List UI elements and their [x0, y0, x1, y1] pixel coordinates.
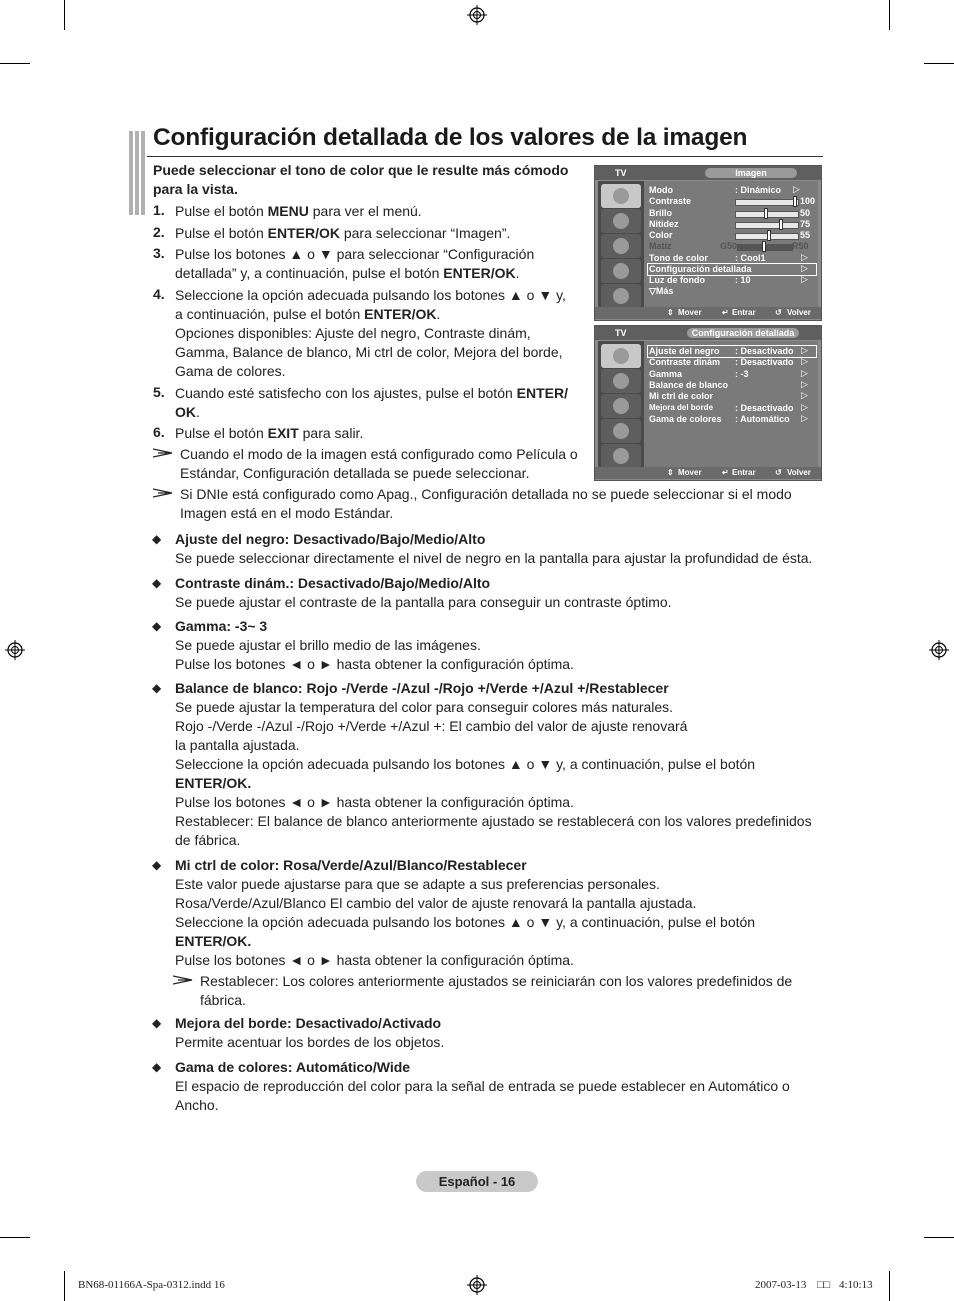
intro-line-2: para la vista. — [153, 181, 238, 197]
slug-date: 2007-03-13 — [755, 1279, 807, 1291]
color-slider-knob[interactable] — [767, 230, 771, 241]
registration-mark-icon — [5, 640, 25, 660]
section-heading: Gamma: -3~ 3 — [175, 618, 268, 634]
step-4-line-5: Gama de colores. — [175, 363, 286, 379]
menu-row-label[interactable]: Mejora del borde — [649, 403, 714, 412]
note-arrow-icon — [153, 448, 173, 458]
step-number: 1. — [153, 202, 165, 218]
step-2-text: Pulse el botón ENTER/OK para seleccionar “Imagen”. — [175, 225, 511, 241]
tv-menu-configuracion-detallada — [594, 325, 822, 481]
menu-row-label[interactable]: Balance de blanco — [649, 380, 729, 390]
right-triangle-icon: ▷ — [801, 368, 808, 378]
menu-row-label[interactable]: Ajuste del negro — [649, 346, 720, 356]
step-3-line-2: detallada” y, a continuación, pulse el botón ENTER/OK. — [175, 265, 520, 281]
section-line: Permite acentuar los bordes de los objetos. — [175, 1034, 445, 1050]
move-label: Mover — [678, 308, 702, 317]
crop-mark — [924, 63, 954, 64]
crop-mark — [889, 0, 890, 30]
step-number: 3. — [153, 245, 165, 261]
menu-row-value: : Desactivado — [735, 403, 794, 413]
menu-row-label: Matiz — [649, 241, 672, 251]
registration-mark-icon — [467, 5, 487, 25]
registration-mark-icon — [929, 640, 949, 660]
menu-footer — [595, 307, 821, 319]
sound-icon[interactable] — [601, 369, 641, 393]
diamond-bullet-icon: ◆ — [152, 1060, 162, 1074]
crop-mark — [0, 1237, 30, 1238]
right-triangle-icon: ▷ — [793, 184, 800, 194]
right-triangle-icon: ▷ — [801, 413, 808, 423]
picture-icon[interactable] — [601, 184, 641, 208]
matiz-r-value: R50 — [792, 241, 809, 251]
slug-filename: BN68-01166A-Spa-0312.indd 16 — [78, 1279, 225, 1291]
section-line: Se puede ajustar el brillo medio de las imágenes. — [175, 637, 481, 653]
back-label: Volver — [787, 308, 811, 317]
menu-row-label[interactable]: Luz de fondo — [649, 275, 705, 285]
section-line: El espacio de reproducción del color para la señal de entrada se puede establecer en Automático o — [175, 1078, 790, 1094]
crop-mark — [64, 0, 65, 30]
menu-tab: Imagen — [705, 168, 797, 178]
right-triangle-icon: ▷ — [801, 345, 808, 355]
menu-row-value: : Cool1 — [735, 253, 766, 263]
section-line: de fábrica. — [175, 832, 241, 848]
menu-tv-label: TV — [615, 168, 627, 178]
section-note-line-1: Restablecer: Los colores anteriormente ajustados se reiniciarán con los valores predefinidos de — [200, 973, 793, 989]
section-line: ENTER/OK. — [175, 775, 252, 791]
right-triangle-icon: ▷ — [801, 356, 808, 366]
move-icon: ⇕ — [667, 308, 674, 317]
step-6-text: Pulse el botón EXIT para salir. — [175, 425, 364, 441]
note-2-line-2: Imagen está en el modo Estándar. — [180, 505, 394, 521]
crop-mark — [924, 1237, 954, 1238]
intro-line-1: Puede seleccionar el tono de color que le resulte más cómodo — [153, 162, 569, 178]
menu-row-value: : Automático — [735, 414, 790, 424]
picture-icon[interactable] — [601, 344, 641, 368]
menu-row-value: : Dinámico — [735, 185, 782, 195]
menu-row-value: : Desactivado — [735, 357, 794, 367]
section-heading: Mi ctrl de color: Rosa/Verde/Azul/Blanco/Restablecer — [175, 857, 527, 873]
menu-row-label[interactable]: Tono de color — [649, 253, 708, 263]
section-heading: Gama de colores: Automático/Wide — [175, 1059, 411, 1075]
menu-row-value: 55 — [800, 230, 811, 240]
move-label: Mover — [678, 468, 702, 477]
section-note-line-2: fábrica. — [200, 992, 246, 1008]
menu-row-label[interactable]: Modo — [649, 185, 673, 195]
title-rule — [147, 156, 823, 157]
menu-row-label[interactable]: Contraste — [649, 196, 692, 206]
diamond-bullet-icon: ◆ — [152, 532, 162, 546]
section-line: Se puede ajustar la temperatura del color para conseguir colores más naturales. — [175, 699, 674, 715]
menu-row-value: 100 — [800, 196, 816, 206]
step-4-line-2: a continuación, pulse el botón ENTER/OK. — [175, 306, 441, 322]
section-line: Restablecer: El balance de blanco anteriormente ajustado se restablecerá con los valores predefinidos — [175, 813, 812, 829]
nitidez-slider-knob[interactable] — [779, 219, 783, 230]
diamond-bullet-icon: ◆ — [152, 576, 162, 590]
step-number: 5. — [153, 384, 165, 400]
menu-footer — [595, 467, 821, 479]
right-triangle-icon: ▷ — [801, 402, 808, 412]
section-heading: Mejora del borde: Desactivado/Activado — [175, 1015, 442, 1031]
right-triangle-icon: ▷ — [801, 263, 808, 273]
menu-row-label[interactable]: Gamma — [649, 369, 683, 379]
menu-row-value: 50 — [800, 208, 811, 218]
step-number: 6. — [153, 424, 165, 440]
section-line: la pantalla ajustada. — [175, 737, 300, 753]
back-icon: ↺ — [775, 468, 782, 477]
section-heading: Balance de blanco: Rojo -/Verde -/Azul -/Rojo +/Verde +/Azul +/Restablecer — [175, 680, 669, 696]
diamond-bullet-icon: ◆ — [152, 858, 162, 872]
menu-row-value: : Desactivado — [735, 346, 794, 356]
channel-icon[interactable] — [601, 234, 641, 258]
note-arrow-icon — [153, 488, 173, 498]
right-triangle-icon: ▷ — [801, 252, 808, 262]
setup-icon[interactable] — [601, 259, 641, 283]
brillo-slider-knob[interactable] — [764, 208, 768, 219]
section-line: Se puede ajustar el contraste de la pantalla para conseguir un contraste óptimo. — [175, 594, 672, 610]
enter-icon: ↵ — [722, 468, 729, 477]
menu-row-value: : -3 — [735, 369, 749, 379]
note-2-line-1: Si DNIe está configurado como Apag., Configuración detallada no se puede seleccionar si el modo — [180, 486, 792, 502]
menu-row-value: : 10 — [735, 275, 751, 285]
diamond-bullet-icon: ◆ — [152, 1016, 162, 1030]
page-title: Configuración detallada de los valores de la imagen — [153, 124, 748, 151]
menu-icon-column — [598, 181, 644, 307]
section-line: Pulse los botones ◄ o ► hasta obtener la configuración óptima. — [175, 952, 574, 968]
section-line: Rosa/Verde/Azul/Blanco El cambio del valor de ajuste renovará la pantalla ajustada. — [175, 895, 697, 911]
step-4-line-4: Gamma, Balance de blanco, Mi ctrl de color, Mejora del borde, — [175, 344, 563, 360]
right-triangle-icon: ▷ — [801, 390, 808, 400]
right-triangle-icon: ▷ — [801, 379, 808, 389]
crop-mark — [0, 63, 30, 64]
enter-label: Entrar — [732, 308, 756, 317]
section-line: Este valor puede ajustarse para que se adapte a sus preferencias personales. — [175, 876, 660, 892]
matiz-g-value: G50 — [720, 241, 738, 251]
right-triangle-icon: ▷ — [801, 274, 808, 284]
section-line: Ancho. — [175, 1097, 219, 1113]
step-number: 2. — [153, 224, 165, 240]
diamond-bullet-icon: ◆ — [152, 619, 162, 633]
note-1-line-2: Estándar, Configuración detallada se puede seleccionar. — [180, 465, 530, 481]
nitidez-slider[interactable] — [735, 222, 799, 229]
section-line: Seleccione la opción adecuada pulsando los botones ▲ o ▼ y, a continuación, pulse el botón — [175, 756, 756, 772]
enter-icon: ↵ — [722, 308, 729, 317]
channel-icon[interactable] — [601, 394, 641, 418]
menu-icon-column — [598, 341, 644, 467]
setup-icon[interactable] — [601, 419, 641, 443]
section-line: Pulse los botones ◄ o ► hasta obtener la configuración óptima. — [175, 794, 574, 810]
slug-time: 4:10:13 — [839, 1279, 873, 1291]
note-1-line-1: Cuando el modo de la imagen está configurado como Película o — [180, 446, 578, 462]
slug-box: □□ — [817, 1279, 831, 1291]
menu-row-label[interactable]: Color — [649, 230, 673, 240]
enter-label: Entrar — [732, 468, 756, 477]
section-line: Rojo -/Verde -/Azul -/Rojo +/Verde +/Azul +: El cambio del valor de ajuste renovará — [175, 718, 688, 734]
step-1-text: Pulse el botón MENU para ver el menú. — [175, 203, 422, 219]
crop-mark — [64, 1271, 65, 1301]
menu-row-value: 75 — [800, 219, 811, 229]
section-heading: Ajuste del negro: Desactivado/Bajo/Medio/Alto — [175, 531, 486, 547]
menu-tab: Configuración detallada — [687, 328, 799, 338]
section-line: Pulse los botones ◄ o ► hasta obtener la configuración óptima. — [175, 656, 574, 672]
step-4-line-3: Opciones disponibles: Ajuste del negro, Contraste dinám, — [175, 325, 531, 341]
menu-row-label[interactable]: Nitidez — [649, 219, 679, 229]
menu-row-label[interactable]: Gama de colores — [649, 414, 722, 424]
step-3-line-1: Pulse los botones ▲ o ▼ para seleccionar “Configuración — [175, 246, 535, 262]
step-5-line-1: Cuando esté satisfecho con los ajustes, pulse el botón ENTER/ — [175, 385, 569, 401]
move-icon: ⇕ — [667, 468, 674, 477]
input-icon[interactable] — [601, 444, 641, 468]
menu-row-label[interactable]: Contraste dinám — [649, 357, 721, 367]
note-arrow-icon — [173, 975, 193, 985]
section-heading: Contraste dinám.: Desactivado/Bajo/Medio/Alto — [175, 575, 491, 591]
step-number: 4. — [153, 286, 165, 302]
registration-mark-icon — [467, 1275, 487, 1295]
menu-row-label[interactable]: ▽Más — [649, 286, 674, 296]
tv-menu-imagen — [594, 165, 822, 321]
menu-tv-label: TV — [615, 328, 627, 338]
crop-mark — [889, 1271, 890, 1301]
contraste-slider-knob[interactable] — [793, 196, 797, 207]
menu-row-label[interactable]: Mi ctrl de color — [649, 391, 714, 401]
page-number-badge: Español - 16 — [416, 1171, 538, 1192]
diamond-bullet-icon: ◆ — [152, 681, 162, 695]
input-icon[interactable] — [601, 284, 641, 308]
back-icon: ↺ — [775, 308, 782, 317]
section-line: Se puede seleccionar directamente el nivel de negro en la pantalla para ajustar la profundidad de ésta. — [175, 550, 813, 566]
step-4-line-1: Seleccione la opción adecuada pulsando los botones ▲ o ▼ y, — [175, 287, 566, 303]
step-5-line-2: OK. — [175, 404, 200, 420]
contraste-slider[interactable] — [735, 199, 799, 206]
menu-row-label[interactable]: Brillo — [649, 208, 673, 218]
back-label: Volver — [787, 468, 811, 477]
section-line: ENTER/OK. — [175, 933, 252, 949]
sound-icon[interactable] — [601, 209, 641, 233]
section-line: Seleccione la opción adecuada pulsando los botones ▲ o ▼ y, a continuación, pulse el botón — [175, 914, 756, 930]
matiz-slider-knob — [762, 241, 766, 252]
menu-row-label[interactable]: Configuración detallada — [649, 264, 752, 274]
